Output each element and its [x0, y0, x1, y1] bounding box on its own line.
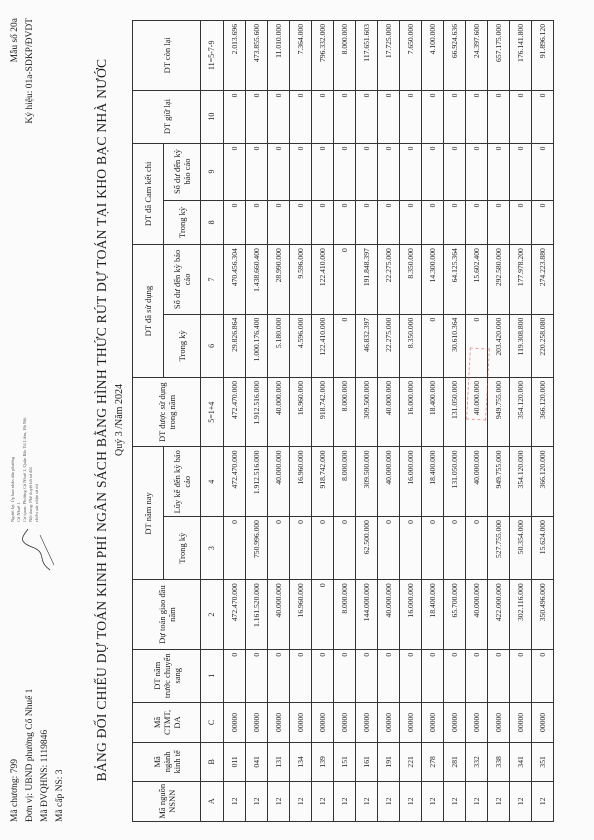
table-row [378, 21, 400, 822]
table-cell: 750.996.000 [246, 517, 268, 580]
table-cell: 131 [268, 743, 290, 781]
col-source: Mã nguồn NSNN [133, 781, 201, 821]
table-cell: 0 [466, 314, 488, 377]
table-cell: 00000 [224, 702, 246, 742]
table-cell: 011 [224, 743, 246, 781]
table-cell: 0 [488, 200, 510, 245]
table-row [290, 21, 312, 822]
table-cell: 40.000.000 [378, 447, 400, 517]
table-cell: 0 [246, 90, 268, 143]
table-cell: 66.924.636 [444, 21, 466, 91]
table-cell: 122.410.000 [312, 314, 334, 377]
table-cell: 0 [268, 143, 290, 200]
table-cell: 40.000.000 [268, 580, 290, 650]
table-cell: 472.470.000 [224, 447, 246, 517]
table-cell: 119.308.800 [510, 314, 532, 377]
table-cell: 0 [246, 200, 268, 245]
document-period: Quý 3 /Năm 2024 [114, 384, 125, 456]
col-assigned: Dự toán giao đầu năm [133, 580, 201, 650]
table-cell: 0 [466, 90, 488, 143]
table-cell: 332 [466, 743, 488, 781]
table-cell: 12 [224, 781, 246, 821]
table-cell: 0 [378, 517, 400, 580]
table-cell: 0 [246, 649, 268, 702]
table-row [488, 21, 510, 822]
signature-scribble [18, 525, 58, 575]
table-cell: 0 [334, 143, 356, 200]
table-cell: 131.050.000 [444, 377, 466, 447]
table-cell: 278 [422, 743, 444, 781]
table-cell: 0 [400, 143, 422, 200]
table-cell: 0 [246, 143, 268, 200]
budget-unit-code: Mã ĐVQHNS: 1119846 [40, 729, 50, 822]
table-row [510, 21, 532, 822]
budget-level: Mã cấp NS: 3 [55, 769, 65, 822]
table-cell: 0 [312, 143, 334, 200]
table-cell: 65.700.000 [444, 580, 466, 650]
table-cell: 0 [510, 143, 532, 200]
table-cell: 0 [224, 649, 246, 702]
table-cell: 22.275.000 [378, 314, 400, 377]
table-cell: 8.000.000 [334, 377, 356, 447]
table-cell: 30.610.364 [444, 314, 466, 377]
table-cell: 949.755.000 [488, 447, 510, 517]
table-cell: 00000 [356, 702, 378, 742]
table-cell: 12 [532, 781, 554, 821]
table-cell: 0 [268, 517, 290, 580]
table-cell: 1.438.660.400 [246, 245, 268, 315]
table-cell: 0 [224, 90, 246, 143]
table-cell: 46.832.397 [356, 314, 378, 377]
table-cell: 0 [268, 200, 290, 245]
table-cell: 0 [444, 517, 466, 580]
table-cell: 18.400.000 [422, 447, 444, 517]
table-cell: 29.826.864 [224, 314, 246, 377]
table-cell: 0 [334, 200, 356, 245]
table-cell: 91.896.120 [532, 21, 554, 91]
digital-signature-note: Người ký: Ủy ban nhân dân phường Cổ Nhuế 1 Cơ quan: Phường Cổ Nhuế 1, Quận Bắc Từ Liêm, Hà Nội Nội dung: Phê duyệt hồ sơ đối chiếu xác nhận số dư [10, 417, 39, 522]
table-cell: 191.848.397 [356, 245, 378, 315]
table-cell: 0 [488, 90, 510, 143]
table-cell: 15.602.400 [466, 245, 488, 315]
table-cell: 0 [444, 200, 466, 245]
form-symbol: Ký hiệu: 01a-SDKP/ĐVDT [25, 18, 35, 124]
table-cell: 1.161.520.000 [246, 580, 268, 650]
table-cell: 12 [290, 781, 312, 821]
table-cell: 0 [334, 90, 356, 143]
table-cell: 472.470.000 [224, 377, 246, 447]
table-cell: 40.000.000 [466, 580, 488, 650]
table-cell: 0 [444, 143, 466, 200]
table-cell: 274.223.880 [532, 245, 554, 315]
table-cell: 0 [224, 517, 246, 580]
table-cell: 17.725.000 [378, 21, 400, 91]
table-cell: 22.275.000 [378, 245, 400, 315]
table-body [224, 21, 554, 822]
table-cell: 00000 [466, 702, 488, 742]
table-cell: 354.120.000 [510, 447, 532, 517]
table-cell: 0 [532, 90, 554, 143]
table-cell: 50.354.000 [510, 517, 532, 580]
table-cell: 302.116.000 [510, 580, 532, 650]
chapter-code: Mã chương: 799 [10, 759, 20, 822]
table-cell: 0 [378, 90, 400, 143]
table-cell: 0 [466, 517, 488, 580]
table-cell: 0 [510, 90, 532, 143]
table-cell: 2.013.696 [224, 21, 246, 91]
table-cell: 40.000.000 [268, 377, 290, 447]
table-cell: 949.755.000 [488, 377, 510, 447]
table-cell: 40.000.000 [378, 377, 400, 447]
table-cell: 12 [444, 781, 466, 821]
table-cell: 4.100.000 [422, 21, 444, 91]
table-cell: 0 [466, 200, 488, 245]
col-this-year-cumulative: Lũy kế đến kỳ báo cáo [164, 447, 201, 517]
table-cell: 28.990.000 [268, 245, 290, 315]
table-cell: 16.000.000 [400, 447, 422, 517]
table-cell: 0 [422, 649, 444, 702]
col-committed-balance: Số dư đến kỳ báo cáo [164, 143, 201, 200]
table-cell: 0 [532, 143, 554, 200]
table-cell: 0 [290, 143, 312, 200]
table-cell: 11.010.000 [268, 21, 290, 91]
table-cell: 0 [356, 649, 378, 702]
table-cell: 0 [290, 649, 312, 702]
table-cell: 8.350.000 [400, 245, 422, 315]
table-cell: 4.596.000 [290, 314, 312, 377]
col-this-year-period: Trong kỳ [164, 517, 201, 580]
table-cell: 8.000.000 [334, 447, 356, 517]
table-cell: 041 [246, 743, 268, 781]
table-row [246, 21, 268, 822]
table-cell: 0 [400, 649, 422, 702]
table-cell: 12 [466, 781, 488, 821]
table-row [356, 21, 378, 822]
table-cell: 9.596.000 [290, 245, 312, 315]
table-cell: 0 [422, 143, 444, 200]
table-cell: 0 [356, 200, 378, 245]
table-row [224, 21, 246, 822]
table-cell: 0 [290, 200, 312, 245]
table-cell: 0 [422, 517, 444, 580]
table-cell: 40.000.000 [466, 447, 488, 517]
table-cell: 15.624.000 [532, 517, 554, 580]
table-cell: 131.050.000 [444, 447, 466, 517]
table-cell: 144.000.000 [356, 580, 378, 650]
table-cell: 12 [334, 781, 356, 821]
table-cell: 00000 [510, 702, 532, 742]
col-usable: DT được sử dụng trong năm [133, 377, 201, 447]
table-cell: 00000 [422, 702, 444, 742]
table-cell: 0 [268, 649, 290, 702]
table-cell: 366.120.000 [532, 377, 554, 447]
table-cell: 0 [312, 580, 334, 650]
table-cell: 177.978.200 [510, 245, 532, 315]
table-cell: 472.470.000 [224, 580, 246, 650]
table-cell: 0 [356, 143, 378, 200]
table-cell: 40.000.000 [268, 447, 290, 517]
table-cell: 0 [334, 517, 356, 580]
col-this-year: DT năm nay [133, 447, 164, 580]
table-cell: 00000 [400, 702, 422, 742]
table-cell: 0 [466, 649, 488, 702]
table-cell: 918.742.000 [312, 447, 334, 517]
table-cell: 350.496.000 [532, 580, 554, 650]
table-cell: 203.420.000 [488, 314, 510, 377]
table-cell: 40.000.000 [466, 377, 488, 447]
col-held: DT giữ lại [133, 90, 201, 143]
table-cell: 12 [268, 781, 290, 821]
table-row [422, 21, 444, 822]
table-row [532, 21, 554, 822]
table-cell: 7.650.000 [400, 21, 422, 91]
table-cell: 470.456.304 [224, 245, 246, 315]
table-cell: 0 [268, 90, 290, 143]
table-cell: 422.000.000 [488, 580, 510, 650]
col-sector: Mã ngành kinh tế [133, 743, 201, 781]
table-cell: 0 [312, 90, 334, 143]
table-cell: 16.960.000 [290, 447, 312, 517]
table-cell: 0 [378, 200, 400, 245]
table-cell: 0 [378, 143, 400, 200]
table-cell: 16.000.000 [400, 377, 422, 447]
col-used: DT đã sử dụng [133, 245, 164, 378]
table-cell: 40.000.000 [378, 580, 400, 650]
document-title: BẢNG ĐỐI CHIẾU DỰ TOÁN KINH PHÍ NGÂN SÁCH BẰNG HÌNH THỨC RÚT DỰ TOÁN TẠI KHO BẠC NHÀ NƯỚC [94, 58, 109, 782]
col-remaining: DT còn lại [133, 21, 201, 91]
col-committed: DT đã Cam kết chi [133, 143, 164, 245]
form-header [8, 18, 38, 124]
table-cell: 796.332.000 [312, 21, 334, 91]
table-cell: 00000 [444, 702, 466, 742]
table-row [466, 21, 488, 822]
table-cell: 0 [312, 517, 334, 580]
table-cell: 0 [400, 90, 422, 143]
table-cell: 0 [312, 649, 334, 702]
table-cell: 918.742.000 [312, 377, 334, 447]
table-cell: 0 [334, 649, 356, 702]
table-cell: 0 [334, 245, 356, 315]
table-cell: 341 [510, 743, 532, 781]
table-cell: 0 [532, 649, 554, 702]
table-cell: 0 [532, 200, 554, 245]
table-cell: 0 [290, 517, 312, 580]
table-cell: 00000 [334, 702, 356, 742]
table-row [334, 21, 356, 822]
table-cell: 0 [224, 143, 246, 200]
table-cell: 1.000.176.400 [246, 314, 268, 377]
table-cell: 0 [312, 200, 334, 245]
table-cell: 292.580.000 [488, 245, 510, 315]
table-cell: 0 [334, 314, 356, 377]
table-cell: 0 [466, 143, 488, 200]
table-cell: 5.180.000 [268, 314, 290, 377]
table-cell: 1.912.516.000 [246, 377, 268, 447]
table-cell: 0 [488, 143, 510, 200]
table-cell: 8.350.000 [400, 314, 422, 377]
table-cell: 134 [290, 743, 312, 781]
table-cell: 0 [224, 200, 246, 245]
table-cell: 473.855.600 [246, 21, 268, 91]
red-stamp-mark [466, 348, 490, 421]
table-cell: 8.000.000 [334, 580, 356, 650]
form-number: Mẫu số 20a [10, 18, 20, 63]
table-cell: 62.500.000 [356, 517, 378, 580]
table-cell: 24.397.600 [466, 21, 488, 91]
table-cell: 14.300.000 [422, 245, 444, 315]
unit-name: Đơn vị: UBND phường Cổ Nhuế 1 [25, 688, 35, 822]
table-cell: 64.125.364 [444, 245, 466, 315]
table-cell: 00000 [378, 702, 400, 742]
table-cell: 12 [246, 781, 268, 821]
table-cell: 18.400.000 [422, 580, 444, 650]
table-cell: 309.500.000 [356, 447, 378, 517]
table-cell: 0 [422, 90, 444, 143]
table-row [400, 21, 422, 822]
table-cell: 00000 [312, 702, 334, 742]
table-cell: 16.000.000 [400, 580, 422, 650]
table-cell: 139 [312, 743, 334, 781]
table-cell: 122.410.000 [312, 245, 334, 315]
table-cell: 0 [444, 649, 466, 702]
table-cell: 1.912.516.000 [246, 447, 268, 517]
table-cell: 12 [510, 781, 532, 821]
table-cell: 18.400.000 [422, 377, 444, 447]
col-committed-period: Trong kỳ [164, 200, 201, 245]
table-cell: 176.141.800 [510, 21, 532, 91]
table-row [268, 21, 290, 822]
table-cell: 281 [444, 743, 466, 781]
table-cell: 151 [334, 743, 356, 781]
table-cell: 16.960.000 [290, 377, 312, 447]
table-cell: 12 [488, 781, 510, 821]
table-cell: 309.500.000 [356, 377, 378, 447]
table-cell: 00000 [488, 702, 510, 742]
table-cell: 0 [444, 90, 466, 143]
table-cell: 00000 [532, 702, 554, 742]
table-cell: 0 [400, 517, 422, 580]
table-cell: 7.364.000 [290, 21, 312, 91]
table-cell: 117.651.603 [356, 21, 378, 91]
table-row [312, 21, 334, 822]
table-cell: 527.755.000 [488, 517, 510, 580]
column-index-row: A B C 1 2 3 4 5=1+4 6 7 8 9 10 11=5-7-9 [201, 21, 224, 822]
table-cell: 0 [510, 649, 532, 702]
table-cell: 0 [356, 90, 378, 143]
table-cell: 0 [422, 314, 444, 377]
unit-header [8, 689, 68, 822]
table-cell: 191 [378, 743, 400, 781]
table-cell: 354.120.000 [510, 377, 532, 447]
table-cell: 00000 [290, 702, 312, 742]
col-used-period: Trong kỳ [164, 314, 201, 377]
table-cell: 0 [378, 649, 400, 702]
table-cell: 00000 [268, 702, 290, 742]
table-cell: 16.960.000 [290, 580, 312, 650]
table-cell: 12 [356, 781, 378, 821]
table-cell: 0 [488, 649, 510, 702]
table-row [444, 21, 466, 822]
table-cell: 0 [422, 200, 444, 245]
col-used-balance: Số dư đến kỳ báo cáo [164, 245, 201, 315]
table-cell: 12 [378, 781, 400, 821]
table-cell: 12 [312, 781, 334, 821]
col-carry: DT năm trước chuyển sang [133, 649, 201, 702]
table-cell: 220.258.080 [532, 314, 554, 377]
table-cell: 351 [532, 743, 554, 781]
table-cell: 657.175.000 [488, 21, 510, 91]
table-cell: 161 [356, 743, 378, 781]
table-cell: 12 [422, 781, 444, 821]
table-cell: 366.120.000 [532, 447, 554, 517]
table-cell: 0 [400, 200, 422, 245]
table-cell: 0 [510, 200, 532, 245]
reconciliation-table [132, 20, 554, 822]
table-cell: 221 [400, 743, 422, 781]
table-cell: 338 [488, 743, 510, 781]
table-cell: 12 [400, 781, 422, 821]
table-cell: 8.000.000 [334, 21, 356, 91]
col-ctmt: Mã CTMT, DA [133, 702, 201, 742]
table-cell: 00000 [246, 702, 268, 742]
table-cell: 0 [290, 90, 312, 143]
